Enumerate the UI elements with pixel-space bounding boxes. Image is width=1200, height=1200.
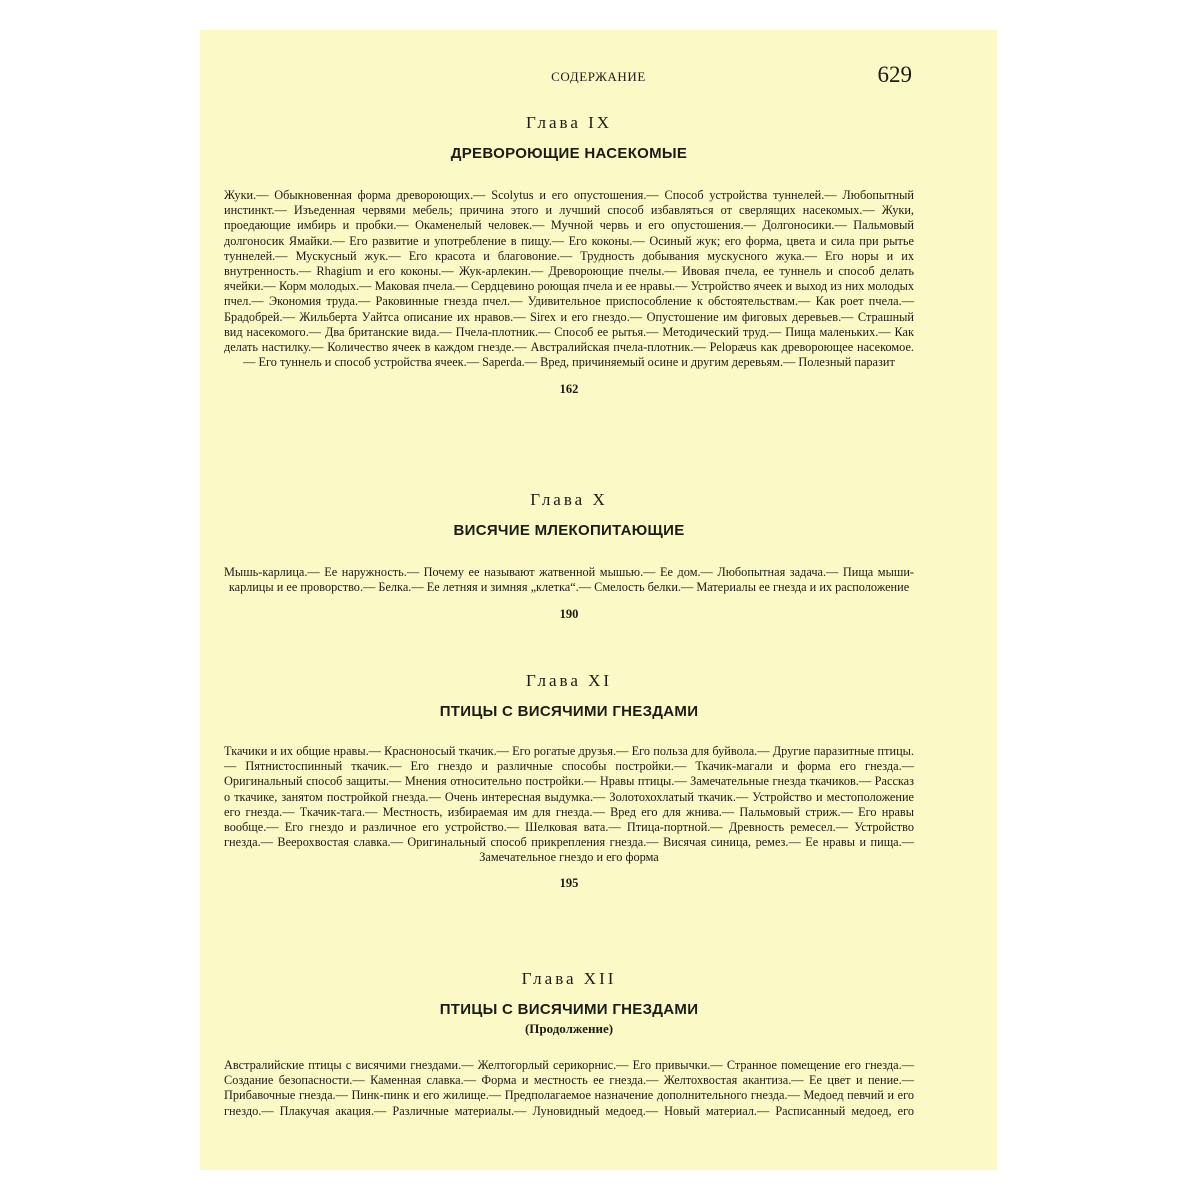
chapter-summary: Мышь-карлица.— Ее наружность.— Почему ее называют жатвенной мышью.— Ее дом.— Любопытная задача.— Пища мыши-карлицы и ее проворство.— Белка.— Ее летняя и зимняя „клетка“.— Смелость белки.— Материалы ее гнезда и их расположение (224, 565, 914, 595)
chapter-11-entry (224, 670, 914, 892)
chapter-summary: Австралийские птицы с висячими гнездами.— Желтогорлый серикорнис.— Его привычки.— Странное помещение его гнезда.— Создание безопасности.— Каменная славка.— Форма и местность ее гнезда.— Желтохвостая акантиза.— Ее цвет и пение.— Прибавочные гнезда.— Пинк-пинк и его жилище.— Предполагаемое назначение дополнительного гнезда.— Медоед певчий и его гнездо.— Плакучая акация.— Различные материалы.— Луновидный медоед.— Новый материал.— Расписанный медоед, его (224, 1058, 914, 1118)
chapter-label: Глава X (530, 490, 608, 509)
chapter-title: ПТИЦЫ С ВИСЯЧИМИ ГНЕЗДАМИ (439, 703, 699, 720)
chapter-page-ref: 162 (559, 382, 579, 397)
chapter-label: Глава XI (525, 671, 613, 690)
chapter-summary: Ткачики и их общие нравы.— Красноносый ткачик.— Его рогатые друзья.— Его польза для буйвола.— Другие паразитные птицы.— Пятнистоспинный ткачик.— Его гнездо и различные способы постройки.— Ткачик-магали и форма его гнезда.— Оригинальный способ защиты.— Мнения относительно постройки.— Нравы птицы.— Замечательные гнезда ткачиков.— Рассказ о ткачике, занятом постройкой гнезда.— Очень интересная выдумка.— Золотохохлатый ткачик.— Устройство и местоположение его гнезда.— Ткачик-тага.— Местность, избираемая им для гнезда.— Вред его для жнива.— Пальмовый стриж.— Его нравы вообще.— Его гнездо и различное его устройство.— Шелковая вата.— Птица-портной.— Древность ремесел.— Устройство гнезда.— Веерохвостая славка.— Оригинальный способ прикрепления гнезда.— Висячая синица, ремез.— Ее нравы и пища.— Замечательное гнездо и его форма (224, 744, 914, 865)
running-title: СОДЕРЖАНИЕ (551, 69, 646, 84)
chapter-title: ПТИЦЫ С ВИСЯЧИМИ ГНЕЗДАМИ (439, 1001, 699, 1018)
chapter-label: Глава XII (521, 969, 617, 988)
chapter-subtitle: (Продолжение) (524, 1021, 614, 1036)
chapter-page-ref: 190 (559, 607, 579, 622)
chapter-10-entry (224, 489, 914, 623)
chapter-9-entry (224, 112, 914, 398)
chapter-page-ref: 195 (559, 875, 579, 890)
running-head (200, 62, 997, 90)
chapter-12-entry (224, 968, 914, 1119)
chapter-title: ДРЕВОРОЮЩИЕ НАСЕКОМЫЕ (450, 145, 688, 162)
book-page (200, 30, 997, 1170)
page-number: 629 (877, 62, 912, 87)
chapter-label: Глава IX (525, 113, 613, 132)
chapter-summary: Жуки.— Обыкновенная форма древороющих.— Scolytus и его опустошения.— Способ устройства туннелей.— Любопытный инстинкт.— Изъеденная червями мебель; причина этого и лучший способ избавляться от сверлящих насекомых.— Жуки, проедающие имбирь и пробки.— Окаменелый человек.— Мучной червь и его опустошения.— Долгоносики.— Пальмовый долгоносик Ямайки.— Его развитие и употребление в пищу.— Его коконы.— Осиный жук; его форма, цвета и сила при рытье туннелей.— Мускусный жук.— Его красота и благовоние.— Трудность добывания мускусного жука.— Его норы и их внутренность.— Rhagium и его коконы.— Жук-арлекин.— Древороющие пчелы.— Ивовая пчела, ее туннель и способ делать ячейки.— Корм молодых.— Маковая пчела.— Сердцевино роющая пчела и ее нравы.— Устройство ячеек и выход из них молодых пчел.— Экономия труда.— Раковинные гнезда пчел.— Удивительное приспособление к обстоятельствам.— Как роет пчела.— Брадобрей.— Жильберта Уайтса описание их нравов.— Sirex и его гнездо.— Опустошение им фиговых деревьев.— Страшный вид насекомого.— Два британские вида.— Пчела-плотник.— Способ ее рытья.— Методический труд.— Пища маленьких.— Как делать настилку.— Количество ячеек в каждом гнезде.— Австралийская пчела-плотник.— Pelopæus как древороющее насекомое.— Его туннель и способ устройства ячеек.— Saperda.— Вред, причиняемый осине и другим деревьям.— Полезный паразит (224, 188, 914, 370)
chapter-title: ВИСЯЧИЕ МЛЕКОПИТАЮЩИЕ (453, 522, 685, 539)
